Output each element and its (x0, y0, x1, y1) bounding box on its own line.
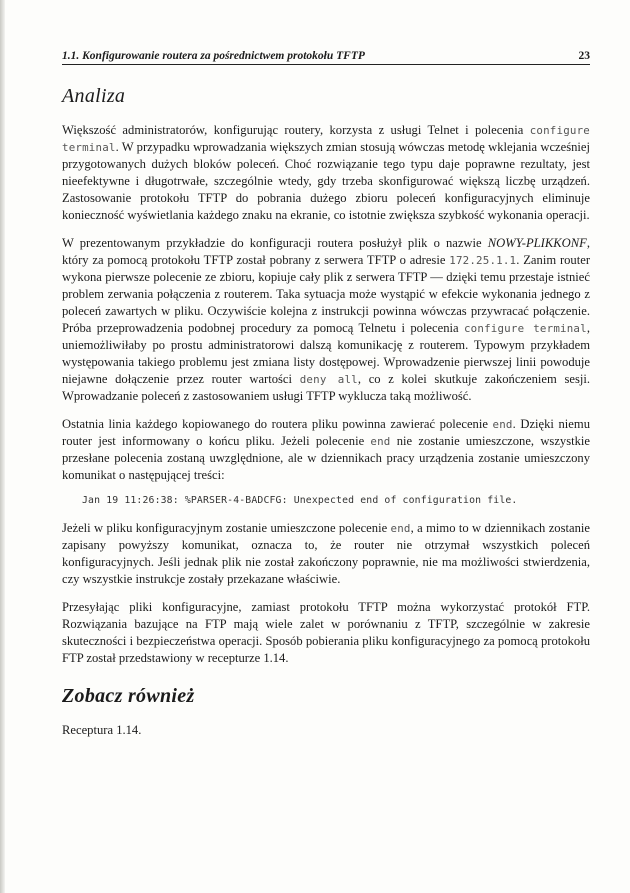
text-run: , a mimo to w dziennikach zostanie zapisany powyższy komunikat, oznacza to, że router nie otrzymał wszystkich poleceń konfiguracyjnych. Jeśli jednak plik nie został zakończony poprawnie, nie ma możliwości stwierdzenia, czy wszystkie instrukcje zostały przekazane właściwie. (62, 521, 590, 586)
section-heading-analiza: Analiza (62, 85, 126, 107)
page-binding-edge (0, 0, 5, 893)
paragraph-4 (62, 520, 590, 588)
inline-code: deny all (299, 373, 358, 386)
file-name: NOWY-PLIKKONF (487, 236, 587, 250)
paragraph-2 (62, 235, 590, 405)
text-run: , który za pomocą protokołu TFTP został pobrany z serwera TFTP o adresie (62, 236, 590, 267)
inline-code: configure terminal (62, 124, 590, 154)
text-run: . Zanim router wykona pierwsze polecenie ze zbioru, kopiuje cały plik z serwera TFTP — dzięki temu przestaje istnieć problem zerwania połączenia z routerem. Taka sytuacja może wystąpić w efekcie wykonania jednego z poleceń zawartych w pliku. Oczywiście kolejna z instrukcji powinna wówczas przywracać połączenie. Próba przeprowadzenia podobnej procedury za pomocą Telnetu i polecenia (62, 253, 591, 335)
inline-code: end (492, 418, 513, 431)
paragraph-5: Przesyłając pliki konfiguracyjne, zamiast protokołu TFTP można wykorzystać protokół FTP. Rozwiązania bazujące na FTP mają wiele zalet w porównaniu z TFTP, szczególnie w zakresie skuteczności i bezpieczeństwa operacji. Sposób pobierania pliku konfiguracyjnego za pomocą protokołu FTP został przedstawiony w recepturze 1.14. (62, 600, 590, 665)
inline-code: 172.25.1.1 (449, 254, 517, 267)
paragraph-6: Receptura 1.14. (62, 723, 142, 737)
inline-code: end (390, 522, 411, 535)
running-title: 1.1. Konfigurowanie routera za pośrednictwem protokołu TFTP (62, 50, 365, 62)
text-run: . W przypadku wprowadzania większych zmian stosują wówczas metodę wklejania wcześniej przygotowanych dużych bloków poleceń. Choć rozwiązanie tego typu daje poprawne rezultaty, jest nieefektywne i długotrwałe, szczególnie wtedy, gdy trzeba skonfigurować większą liczbę urządzeń. Zastosowanie protokołu TFTP do pobrania dużego zbioru poleceń konfiguracyjnych eliminuje konieczność wyświetlania każdego znaku na ekranie, co istotnie zwiększa szybkość wykonania operacji. (62, 140, 590, 222)
text-run: . Dzięki niemu router jest informowany o końcu pliku. Jeżeli polecenie (62, 417, 590, 448)
running-header (62, 50, 590, 65)
text-run: Ostatnia linia każdego kopiowanego do routera pliku powinna zawierać polecenie (62, 417, 493, 431)
log-message-code: Jan 19 11:26:38: %PARSER-4-BADCFG: Unexpected end of configuration file. (82, 495, 518, 506)
section-heading-zobacz-rowniez: Zobacz również (62, 685, 195, 707)
text-run: W prezentowanym przykładzie do konfiguracji routera posłużył plik o nazwie (62, 236, 488, 250)
text-run: Większość administratorów, konfigurując routery, korzysta z usługi Telnet i polecenia (62, 123, 530, 137)
text-run: nie zostanie umieszczone, wszystkie przesłane polecenia zostaną uwzględnione, ale w dziennikach pracy urządzenia zostanie umieszczony komunikat o następującej treści: (62, 434, 590, 482)
paragraph-1 (62, 122, 590, 224)
text-run: Jeżeli w pliku konfiguracyjnym zostanie umieszczone polecenie (62, 521, 391, 535)
page-number: 23 (578, 50, 590, 62)
paragraph-3 (62, 416, 590, 484)
book-page (62, 50, 590, 750)
text-run: , co z kolei skutkuje zakończeniem sesji. Wprowadzanie poleceń z zastosowaniem usługi TFTP wyklucza taką możliwość. (62, 372, 591, 403)
text-run: , uniemożliwiłaby po prostu administratorowi dalszą komunikację z routerem. Typowym przykładem występowania takiego problemu jest zmiana listy dostępowej. Wprowadzenie pierwszej linii powoduje niejawne dołączenie przez router wartości (62, 321, 590, 386)
inline-code: configure terminal (463, 322, 587, 335)
inline-code: end (370, 435, 391, 448)
